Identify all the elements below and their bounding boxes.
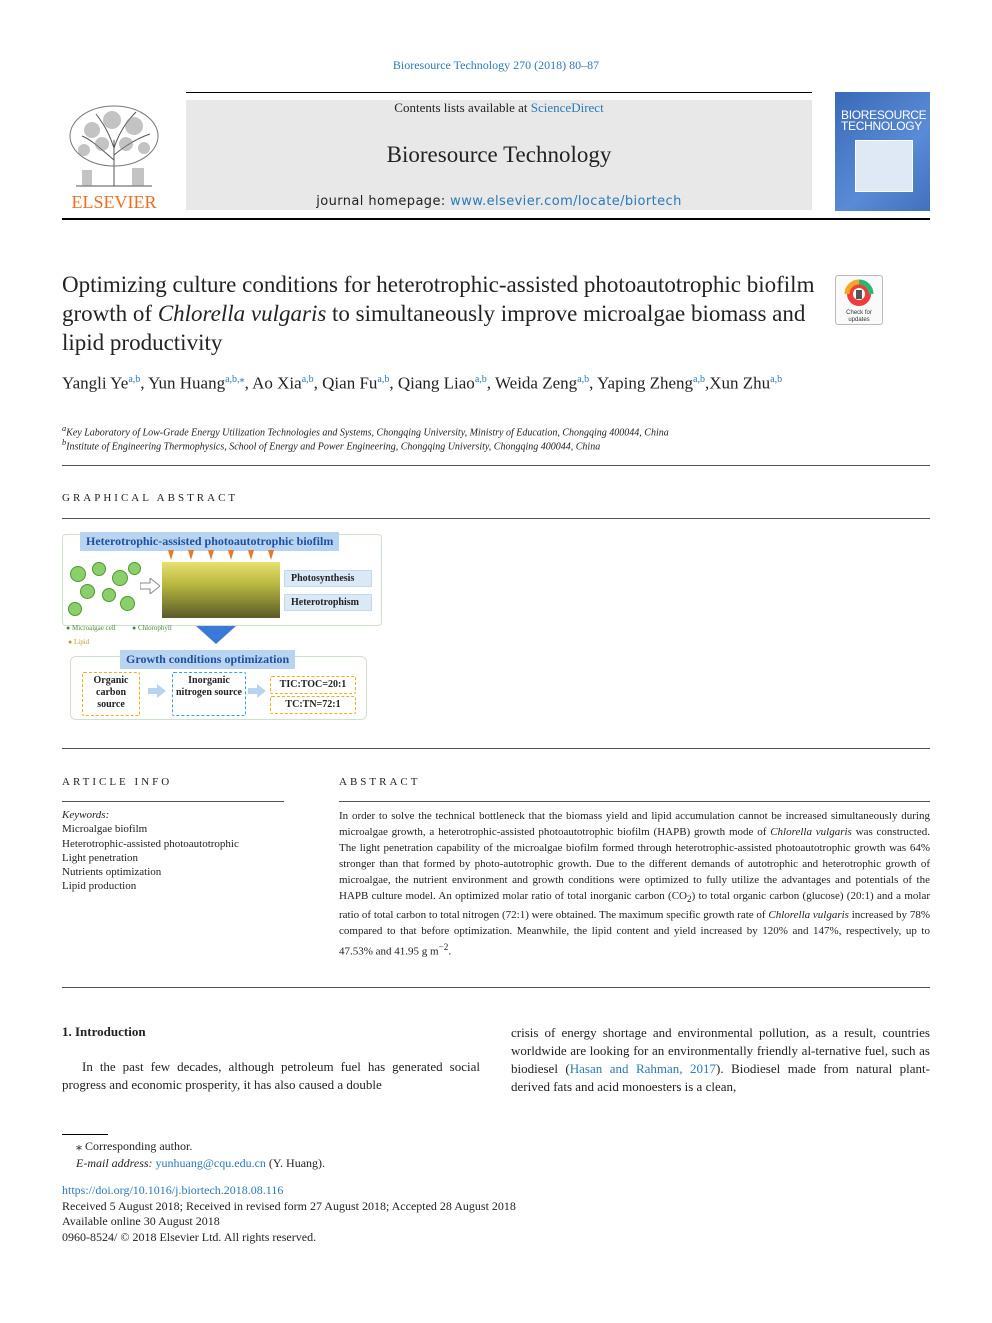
- biofilm-illustration: [162, 562, 280, 618]
- homepage-prefix: journal homepage:: [316, 194, 451, 209]
- heterotrophism-label: Heterotrophism: [284, 594, 372, 611]
- light-arrows-icon: [164, 550, 280, 564]
- author-affiliation-marks: a,b: [377, 374, 390, 385]
- author-separator: ,: [140, 373, 149, 393]
- svg-text:updates: updates: [848, 317, 870, 323]
- microalgae-cell: [120, 596, 135, 611]
- arrow-right-icon: [140, 578, 160, 594]
- arrow-down-icon: [196, 626, 236, 644]
- microalgae-cell: [112, 570, 128, 586]
- article-info-heading: ARTICLE INFO: [62, 776, 173, 788]
- graphical-abstract-figure: [62, 526, 372, 726]
- microalgae-cell: [70, 566, 86, 582]
- author-name[interactable]: Yangli Ye: [62, 373, 129, 393]
- keyword: Heterotrophic-assisted photoautotrophic: [62, 837, 239, 850]
- legend-chlorophyll: ● Chlorophyll: [132, 624, 172, 632]
- contents-prefix: Contents lists available at: [394, 100, 531, 115]
- photosynthesis-label: Photosynthesis: [284, 570, 372, 587]
- keyword: Nutrients optimization: [62, 866, 162, 879]
- author-name[interactable]: Qiang Liao: [397, 373, 475, 393]
- author-affiliation-marks: a,b: [128, 374, 141, 385]
- received-dates: Received 5 August 2018; Received in revised form 27 August 2018; Accepted 28 August 2018: [62, 1199, 516, 1213]
- arrow-right-icon: [148, 684, 166, 698]
- doi-link[interactable]: https://doi.org/10.1016/j.biortech.2018.08.116: [62, 1183, 284, 1197]
- corresponding-author-note: ⁎ Corresponding author.: [76, 1139, 193, 1153]
- introduction-heading: 1. Introduction: [62, 1024, 146, 1039]
- inorganic-nitrogen-box: Inorganic nitrogen source: [172, 672, 246, 716]
- author-name[interactable]: Yun Huang: [148, 373, 226, 393]
- svg-text:Check for: Check for: [846, 310, 872, 316]
- microalgae-cell: [68, 602, 82, 616]
- keyword: Light penetration: [62, 851, 139, 864]
- keyword: Lipid production: [62, 880, 137, 893]
- affiliation-a: $^a$Key Laboratory of Low-Grade Energy Utilization Technologies and Systems, Chongqing University, Ministry of Education, Chongqing 400044, China: [62, 424, 669, 439]
- journal-reference-link[interactable]: Bioresource Technology 270 (2018) 80–87: [392, 58, 600, 72]
- author-separator: ,: [704, 373, 710, 393]
- article-title: Optimizing culture conditions for heterotrophic-assisted photoautotrophic biofilm growth of Chlorella vulgaris to simultaneously improve microalgae biomass and lipid productivity: [62, 272, 815, 355]
- ga-banner-bottom: Growth conditions optimization: [120, 650, 295, 669]
- author-separator: ,: [313, 373, 323, 393]
- organic-carbon-box: Organic carbon source: [82, 672, 140, 716]
- section-rule: [62, 748, 930, 749]
- author-affiliation-marks: a,b: [577, 374, 590, 385]
- cover-figure: [855, 140, 913, 192]
- microalgae-cell: [102, 588, 116, 602]
- abstract-rule: [339, 801, 930, 802]
- author-separator: ,: [244, 373, 253, 393]
- legend-cell: ● Microalgae cell: [66, 624, 116, 632]
- author-name[interactable]: Qian Fu: [322, 373, 378, 393]
- journal-homepage-line: [186, 194, 812, 209]
- journal-cover-image: [835, 92, 930, 211]
- cover-title: BIORESOURCE TECHNOLOGY: [841, 108, 927, 133]
- abstract-heading: ABSTRACT: [339, 776, 421, 788]
- citation-link[interactable]: Hasan and Rahman, 2017: [569, 1061, 717, 1076]
- microalgae-cell: [128, 562, 141, 575]
- elsevier-logo-text: ELSEVIER: [71, 192, 157, 212]
- tc-tn-ratio: TC:TN=72:1: [270, 696, 356, 714]
- keywords-block: [62, 808, 302, 894]
- email-note: E-mail address: yunhuang@cqu.edu.cn (Y. Huang).: [76, 1156, 326, 1170]
- intro-column-1: In the past few decades, although petroleum fuel has generated social progress and economic prosperity, it has also caused a double: [62, 1059, 480, 1092]
- intro-column-2: crisis of energy shortage and environmental pollution, as a result, countries worldwide are looking for an environmentally friendly al-ternative fuel, such as biodiesel (Hasan and Rahman, 2017). Biodiesel made from natural plant-derived fats and acid monoesters is a clean,: [511, 1025, 930, 1094]
- ga-banner-top: Heterotrophic-assisted photoautotrophic biofilm: [80, 532, 339, 551]
- author-name[interactable]: Xun Zhu: [709, 373, 771, 393]
- author-affiliation-marks: a,b: [770, 374, 783, 385]
- keyword: Microalgae biofilm: [62, 823, 148, 836]
- author-affiliation-marks: a,b,⁎: [225, 374, 245, 385]
- article-info-rule: [62, 801, 284, 802]
- section-rule: [62, 987, 930, 988]
- author-name[interactable]: Weida Zeng: [494, 373, 578, 393]
- author-separator: ,: [589, 373, 597, 393]
- author-separator: ,: [389, 373, 398, 393]
- graphical-abstract-heading: GRAPHICAL ABSTRACT: [62, 492, 239, 504]
- journal-name: Bioresource Technology: [386, 142, 612, 167]
- sciencedirect-link[interactable]: ScienceDirect: [530, 100, 604, 115]
- section-rule: [62, 465, 930, 466]
- affiliation-b: $^b$Institute of Engineering Thermophysics, School of Energy and Power Engineering, Chongqing University, Chongqing 400044, China: [62, 438, 601, 453]
- author-list: [62, 368, 912, 395]
- check-for-updates-badge[interactable]: [835, 275, 883, 325]
- author-separator: ,: [486, 373, 495, 393]
- contents-available-line: [186, 100, 812, 116]
- abstract-text: In order to solve the technical bottleneck that the biomass yield and lipid accumulation cannot be increased simultaneously during microalgae growth, a heterotrophic-assisted photoautotrophic biofilm (HAPB) growth mode of Chlorella vulgaris was constructed. The light penetration capability of the microalgae biofilm formed through heterotrophic-assisted photoautotrophic growth was 64% stronger than that formed by photo-autotrophic growth. Due to the different demands of autotrophic and heterotrophic growth of microalgae, the nutrient environment and growth conditions were optimized to fully utilize the advantages and potentials of the HAPB culture model. An optimized molar ratio of total inorganic carbon $(CO_2)$ to total organic carbon (glucose) (20:1) and a molar ratio of total carbon to total nitrogen (72:1) were obtained. The maximum specific growth rate of Chlorella vulgaris increased by 78% compared to that before optimization. Meanwhile, the lipid content and yield increased by 120% and 147%, respectively, up to 47.53% and 41.95 g $m^{-2}$.: [339, 810, 930, 958]
- elsevier-logo: [62, 100, 166, 212]
- author-affiliation-marks: a,b: [474, 374, 487, 385]
- legend-lipid: ● Lipid: [68, 638, 90, 646]
- author-name[interactable]: Ao Xia: [252, 373, 302, 393]
- microalgae-cell: [92, 562, 106, 576]
- author-affiliation-marks: a,b: [301, 374, 314, 385]
- microalgae-cell: [80, 584, 95, 599]
- author-name[interactable]: Yaping Zheng: [596, 373, 694, 393]
- header-top-rule: [186, 92, 812, 93]
- journal-homepage-link[interactable]: www.elsevier.com/locate/biortech: [450, 194, 682, 209]
- section-rule: [62, 518, 930, 519]
- footnote-rule: [62, 1134, 108, 1135]
- copyright-line: 0960-8524/ © 2018 Elsevier Ltd. All rights reserved.: [62, 1230, 317, 1244]
- header-bottom-rule: [62, 218, 930, 220]
- tic-toc-ratio: TIC:TOC=20:1: [270, 676, 356, 694]
- arrow-right-icon: [248, 684, 266, 698]
- available-online: Available online 30 August 2018: [62, 1214, 220, 1228]
- email-link[interactable]: yunhuang@cqu.edu.cn: [155, 1156, 266, 1170]
- keywords-label: Keywords:: [62, 809, 110, 821]
- author-affiliation-marks: a,b: [693, 374, 705, 385]
